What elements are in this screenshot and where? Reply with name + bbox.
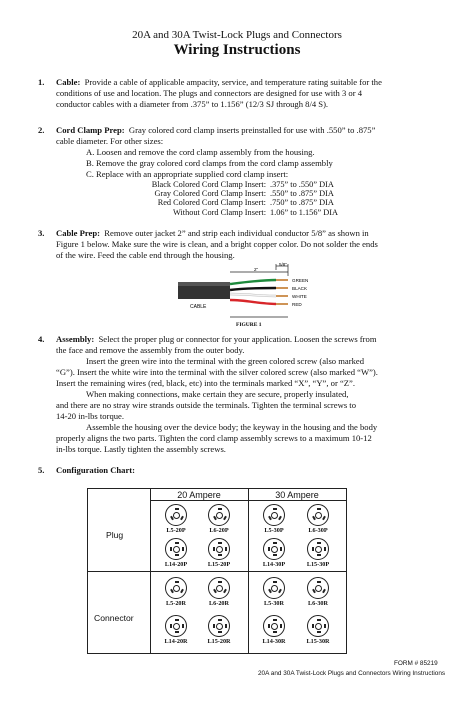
cable-label: CABLE bbox=[190, 304, 207, 310]
ground-pin-icon bbox=[315, 512, 322, 519]
config-code-label: L5-20P bbox=[166, 527, 186, 534]
section-3-line-2: Figure 1 below. Make sure the wire is clean, and a bright copper color. Do not solder the ends bbox=[56, 239, 378, 249]
section-4-line-10: properly aligns the two parts. Tighten the cord clamp assembly screws to a maximum 10-12 bbox=[56, 433, 372, 443]
receptacle-face-icon bbox=[208, 577, 230, 599]
section-4-line-8: 14-20 in-lbs torque. bbox=[56, 411, 125, 421]
section-3-text-1: Remove outer jacket 2” and strip each individual conductor 5/8” as shown in bbox=[104, 228, 369, 238]
clamp-insert-row bbox=[118, 198, 338, 207]
pin-slot-icon bbox=[273, 619, 277, 621]
pin-slot-icon bbox=[324, 624, 326, 628]
clamp-insert-value: 1.06” to 1.156” DIA bbox=[270, 207, 338, 217]
section-1-number: 1. bbox=[38, 77, 45, 87]
ground-pin-icon bbox=[315, 585, 322, 592]
config-cell-l5-30r bbox=[256, 575, 292, 613]
config-cell-l14-20r bbox=[158, 613, 194, 651]
ground-pin-icon bbox=[173, 585, 180, 592]
config-cell-l15-30p bbox=[300, 536, 336, 574]
pin-slot-icon bbox=[213, 624, 215, 628]
config-cell-l6-20r bbox=[201, 575, 237, 613]
receptacle-face-icon bbox=[263, 615, 285, 637]
pin-slot-icon bbox=[175, 542, 179, 544]
receptacle-face-icon bbox=[208, 615, 230, 637]
config-code-label: L14-30P bbox=[262, 561, 286, 568]
section-2-step-b: B. Remove the gray colored cord clamps from the cord clamp assembly bbox=[86, 158, 333, 168]
clamp-insert-table bbox=[118, 180, 338, 217]
section-4-line-2: the face and remove the assembly from the outer body. bbox=[56, 345, 245, 355]
section-2-step-c: C. Replace with an appropriate supplied cord clamp insert: bbox=[86, 169, 289, 179]
section-4-line-3: Insert the green wire into the terminal with the green colored screw (also marked bbox=[86, 356, 364, 366]
wire-label-black: BLACK bbox=[292, 286, 308, 291]
pin-slot-icon bbox=[180, 589, 184, 593]
config-cell-l6-30p bbox=[300, 502, 336, 540]
config-code-label: L14-30R bbox=[262, 638, 286, 645]
receptacle-face-icon bbox=[165, 538, 187, 560]
receptacle-face-icon bbox=[165, 615, 187, 637]
config-code-label: L15-20R bbox=[207, 638, 231, 645]
pin-slot-icon bbox=[175, 581, 179, 583]
pin-slot-icon bbox=[180, 516, 184, 520]
receptacle-face-icon bbox=[208, 504, 230, 526]
config-code-label: L5-20R bbox=[166, 600, 186, 607]
config-code-label: L6-30R bbox=[308, 600, 328, 607]
pin-slot-icon bbox=[170, 624, 172, 628]
section-5-number: 5. bbox=[38, 465, 45, 475]
section-2-number: 2. bbox=[38, 125, 45, 135]
pin-slot-icon bbox=[223, 516, 227, 520]
clamp-insert-row bbox=[118, 189, 338, 198]
pin-slot-icon bbox=[317, 542, 321, 544]
ground-pin-icon bbox=[173, 546, 180, 553]
clamp-insert-row bbox=[118, 208, 338, 217]
ground-pin-icon bbox=[173, 512, 180, 519]
section-2-line-1 bbox=[56, 125, 375, 136]
wire-group bbox=[230, 278, 308, 307]
config-code-label: L14-20P bbox=[164, 561, 188, 568]
ground-pin-icon bbox=[216, 585, 223, 592]
section-4-line-7: and there are no stray wire strands outside the terminals. Tighten the terminal screws to bbox=[56, 400, 356, 410]
pin-slot-icon bbox=[317, 631, 321, 633]
pin-slot-icon bbox=[317, 508, 321, 510]
chart-20a-header: 20 Ampere bbox=[177, 490, 221, 500]
pin-slot-icon bbox=[273, 554, 277, 556]
ground-pin-icon bbox=[271, 546, 278, 553]
section-5-heading: Configuration Chart: bbox=[56, 465, 136, 475]
section-3-line-1 bbox=[56, 228, 369, 239]
pin-slot-icon bbox=[324, 547, 326, 551]
config-code-label: L5-30R bbox=[264, 600, 284, 607]
chart-label-column-divider bbox=[150, 489, 151, 653]
ground-pin-icon bbox=[315, 546, 322, 553]
config-cell-l14-20p bbox=[158, 536, 194, 574]
wire-black bbox=[230, 288, 276, 290]
pin-slot-icon bbox=[225, 547, 227, 551]
receptacle-face-icon bbox=[307, 615, 329, 637]
pin-slot-icon bbox=[278, 589, 282, 593]
pin-slot-icon bbox=[317, 619, 321, 621]
config-cell-l5-20p bbox=[158, 502, 194, 540]
pin-slot-icon bbox=[280, 547, 282, 551]
pin-slot-icon bbox=[218, 508, 222, 510]
section-1-line-2: conditions of use and location. The plugs and connectors are designed for use with 3 or 4 bbox=[56, 88, 363, 98]
section-4-line-1 bbox=[56, 334, 377, 345]
ground-pin-icon bbox=[216, 623, 223, 630]
figure-1-cable-diagram bbox=[176, 262, 326, 330]
dimension-5-8-label: 5/8" bbox=[279, 262, 287, 267]
pin-slot-icon bbox=[273, 508, 277, 510]
section-4-text-1: Select the proper plug or connector for your application. Loosen the screws from bbox=[98, 334, 377, 344]
config-code-label: L6-20R bbox=[209, 600, 229, 607]
pin-slot-icon bbox=[268, 547, 270, 551]
pin-slot-icon bbox=[322, 516, 326, 520]
configuration-chart bbox=[87, 488, 347, 654]
pin-slot-icon bbox=[175, 619, 179, 621]
receptacle-face-icon bbox=[165, 504, 187, 526]
ground-pin-icon bbox=[315, 623, 322, 630]
config-cell-l5-20r bbox=[158, 575, 194, 613]
chart-connector-label: Connector bbox=[94, 613, 134, 623]
document-subtitle: 20A and 30A Twist-Lock Plugs and Connectors bbox=[132, 29, 342, 41]
footer-caption: 20A and 30A Twist-Lock Plugs and Connectors Wiring Instructions bbox=[258, 670, 446, 677]
pin-slot-icon bbox=[223, 589, 227, 593]
clamp-insert-value: .750” to .875” DIA bbox=[270, 198, 334, 208]
section-4-number: 4. bbox=[38, 334, 45, 344]
pin-slot-icon bbox=[213, 547, 215, 551]
pin-slot-icon bbox=[218, 581, 222, 583]
pin-slot-icon bbox=[268, 624, 270, 628]
cable-jacket-highlight bbox=[178, 282, 230, 286]
chart-amp-column-divider bbox=[248, 489, 249, 653]
pin-slot-icon bbox=[278, 516, 282, 520]
pin-slot-icon bbox=[312, 547, 314, 551]
config-cell-l15-20r bbox=[201, 613, 237, 651]
wire-label-green: GREEN bbox=[292, 278, 309, 283]
clamp-insert-label: Without Cord Clamp Insert: bbox=[173, 207, 266, 217]
section-1-line-1 bbox=[56, 77, 382, 88]
pin-slot-icon bbox=[273, 631, 277, 633]
pin-slot-icon bbox=[218, 619, 222, 621]
section-4-line-6: When making connections, make certain they are secure, properly insulated, bbox=[86, 389, 349, 399]
pin-slot-icon bbox=[175, 508, 179, 510]
pin-slot-icon bbox=[182, 547, 184, 551]
receptacle-face-icon bbox=[208, 538, 230, 560]
pin-slot-icon bbox=[273, 542, 277, 544]
ground-pin-icon bbox=[271, 512, 278, 519]
clamp-insert-label: Gray Colored Cord Clamp Insert: bbox=[154, 189, 266, 199]
clamp-insert-value: .375” to .550” DIA bbox=[270, 180, 334, 189]
section-2-heading: Cord Clamp Prep: bbox=[56, 125, 125, 135]
pin-slot-icon bbox=[312, 624, 314, 628]
ground-pin-icon bbox=[216, 512, 223, 519]
pin-slot-icon bbox=[317, 581, 321, 583]
config-cell-l15-30r bbox=[300, 613, 336, 651]
config-code-label: L15-30P bbox=[306, 561, 330, 568]
wire-green bbox=[230, 280, 276, 284]
pin-slot-icon bbox=[225, 624, 227, 628]
section-1-text-1: Provide a cable of applicable ampacity, service, and temperature rating suitable for the bbox=[84, 77, 382, 87]
config-cell-l6-20p bbox=[201, 502, 237, 540]
config-cell-l6-30r bbox=[300, 575, 336, 613]
section-4-line-11: in-lbs torque. Lastly tighten the assembly screws. bbox=[56, 444, 226, 454]
pin-slot-icon bbox=[175, 554, 179, 556]
figure-caption: FIGURE 1 bbox=[236, 322, 262, 328]
wire-label-white: WHITE bbox=[292, 294, 307, 299]
pin-slot-icon bbox=[218, 554, 222, 556]
config-cell-l14-30r bbox=[256, 613, 292, 651]
ground-pin-icon bbox=[271, 623, 278, 630]
receptacle-face-icon bbox=[307, 577, 329, 599]
pin-slot-icon bbox=[218, 542, 222, 544]
chart-30a-header: 30 Ampere bbox=[275, 490, 319, 500]
chart-plug-label: Plug bbox=[106, 530, 124, 540]
section-3-heading: Cable Prep: bbox=[56, 228, 100, 238]
wire-red bbox=[230, 300, 276, 304]
clamp-insert-value: .550” to .875” DIA bbox=[270, 189, 334, 199]
section-4-line-4: “G”). Insert the white wire into the terminal with the silver colored screw (also marked “W”). bbox=[56, 367, 378, 377]
clamp-insert-label: Red Colored Cord Clamp Insert: bbox=[157, 198, 266, 208]
config-code-label: L5-30P bbox=[264, 527, 284, 534]
section-4-line-9: Assemble the housing over the device body; the keyway in the housing and the body bbox=[86, 422, 378, 432]
pin-slot-icon bbox=[317, 554, 321, 556]
config-cell-l5-30p bbox=[256, 502, 292, 540]
pin-slot-icon bbox=[322, 589, 326, 593]
pin-slot-icon bbox=[182, 624, 184, 628]
section-4-heading: Assembly: bbox=[56, 334, 95, 344]
clamp-insert-row bbox=[118, 180, 338, 189]
section-2-line-2: cable diameter. For other sizes: bbox=[56, 136, 164, 146]
config-code-label: L14-20R bbox=[164, 638, 188, 645]
pin-slot-icon bbox=[175, 631, 179, 633]
config-code-label: L6-30P bbox=[308, 527, 328, 534]
receptacle-face-icon bbox=[263, 577, 285, 599]
section-1-heading: Cable: bbox=[56, 77, 81, 87]
dimension-2-label: 2" bbox=[254, 267, 259, 272]
config-cell-l14-30p bbox=[256, 536, 292, 574]
config-code-label: L15-30R bbox=[306, 638, 330, 645]
section-1-line-3: conductor cables with a diameter from .375” to 1.156” (12/3 SJ through 8/4 S). bbox=[56, 99, 329, 109]
section-3-line-3: of the wire. Feed the cable end through the housing. bbox=[56, 250, 235, 260]
receptacle-face-icon bbox=[263, 504, 285, 526]
form-number: FORM # 85219 bbox=[394, 660, 438, 667]
receptacle-face-icon bbox=[165, 577, 187, 599]
section-2-text-1: Gray colored cord clamp inserts preinstalled for use with .550” to .875” bbox=[128, 125, 376, 135]
ground-pin-icon bbox=[271, 585, 278, 592]
clamp-insert-label: Black Colored Cord Clamp Insert: bbox=[151, 180, 266, 189]
pin-slot-icon bbox=[273, 581, 277, 583]
config-code-label: L15-20P bbox=[207, 561, 231, 568]
ground-pin-icon bbox=[173, 623, 180, 630]
section-3-number: 3. bbox=[38, 228, 45, 238]
receptacle-face-icon bbox=[307, 538, 329, 560]
document-title: Wiring Instructions bbox=[173, 42, 301, 58]
pin-slot-icon bbox=[218, 631, 222, 633]
pin-slot-icon bbox=[170, 547, 172, 551]
ground-pin-icon bbox=[216, 546, 223, 553]
section-2-step-a: A. Loosen and remove the cord clamp assembly from the housing. bbox=[86, 147, 315, 157]
wire-label-red: RED bbox=[292, 302, 302, 307]
receptacle-face-icon bbox=[307, 504, 329, 526]
receptacle-face-icon bbox=[263, 538, 285, 560]
pin-slot-icon bbox=[280, 624, 282, 628]
config-cell-l15-20p bbox=[201, 536, 237, 574]
config-code-label: L6-20P bbox=[209, 527, 229, 534]
section-4-line-5: Insert the remaining wires (red, black, etc) into the terminals marked “X”, “Y”, or “Z”. bbox=[56, 378, 355, 388]
